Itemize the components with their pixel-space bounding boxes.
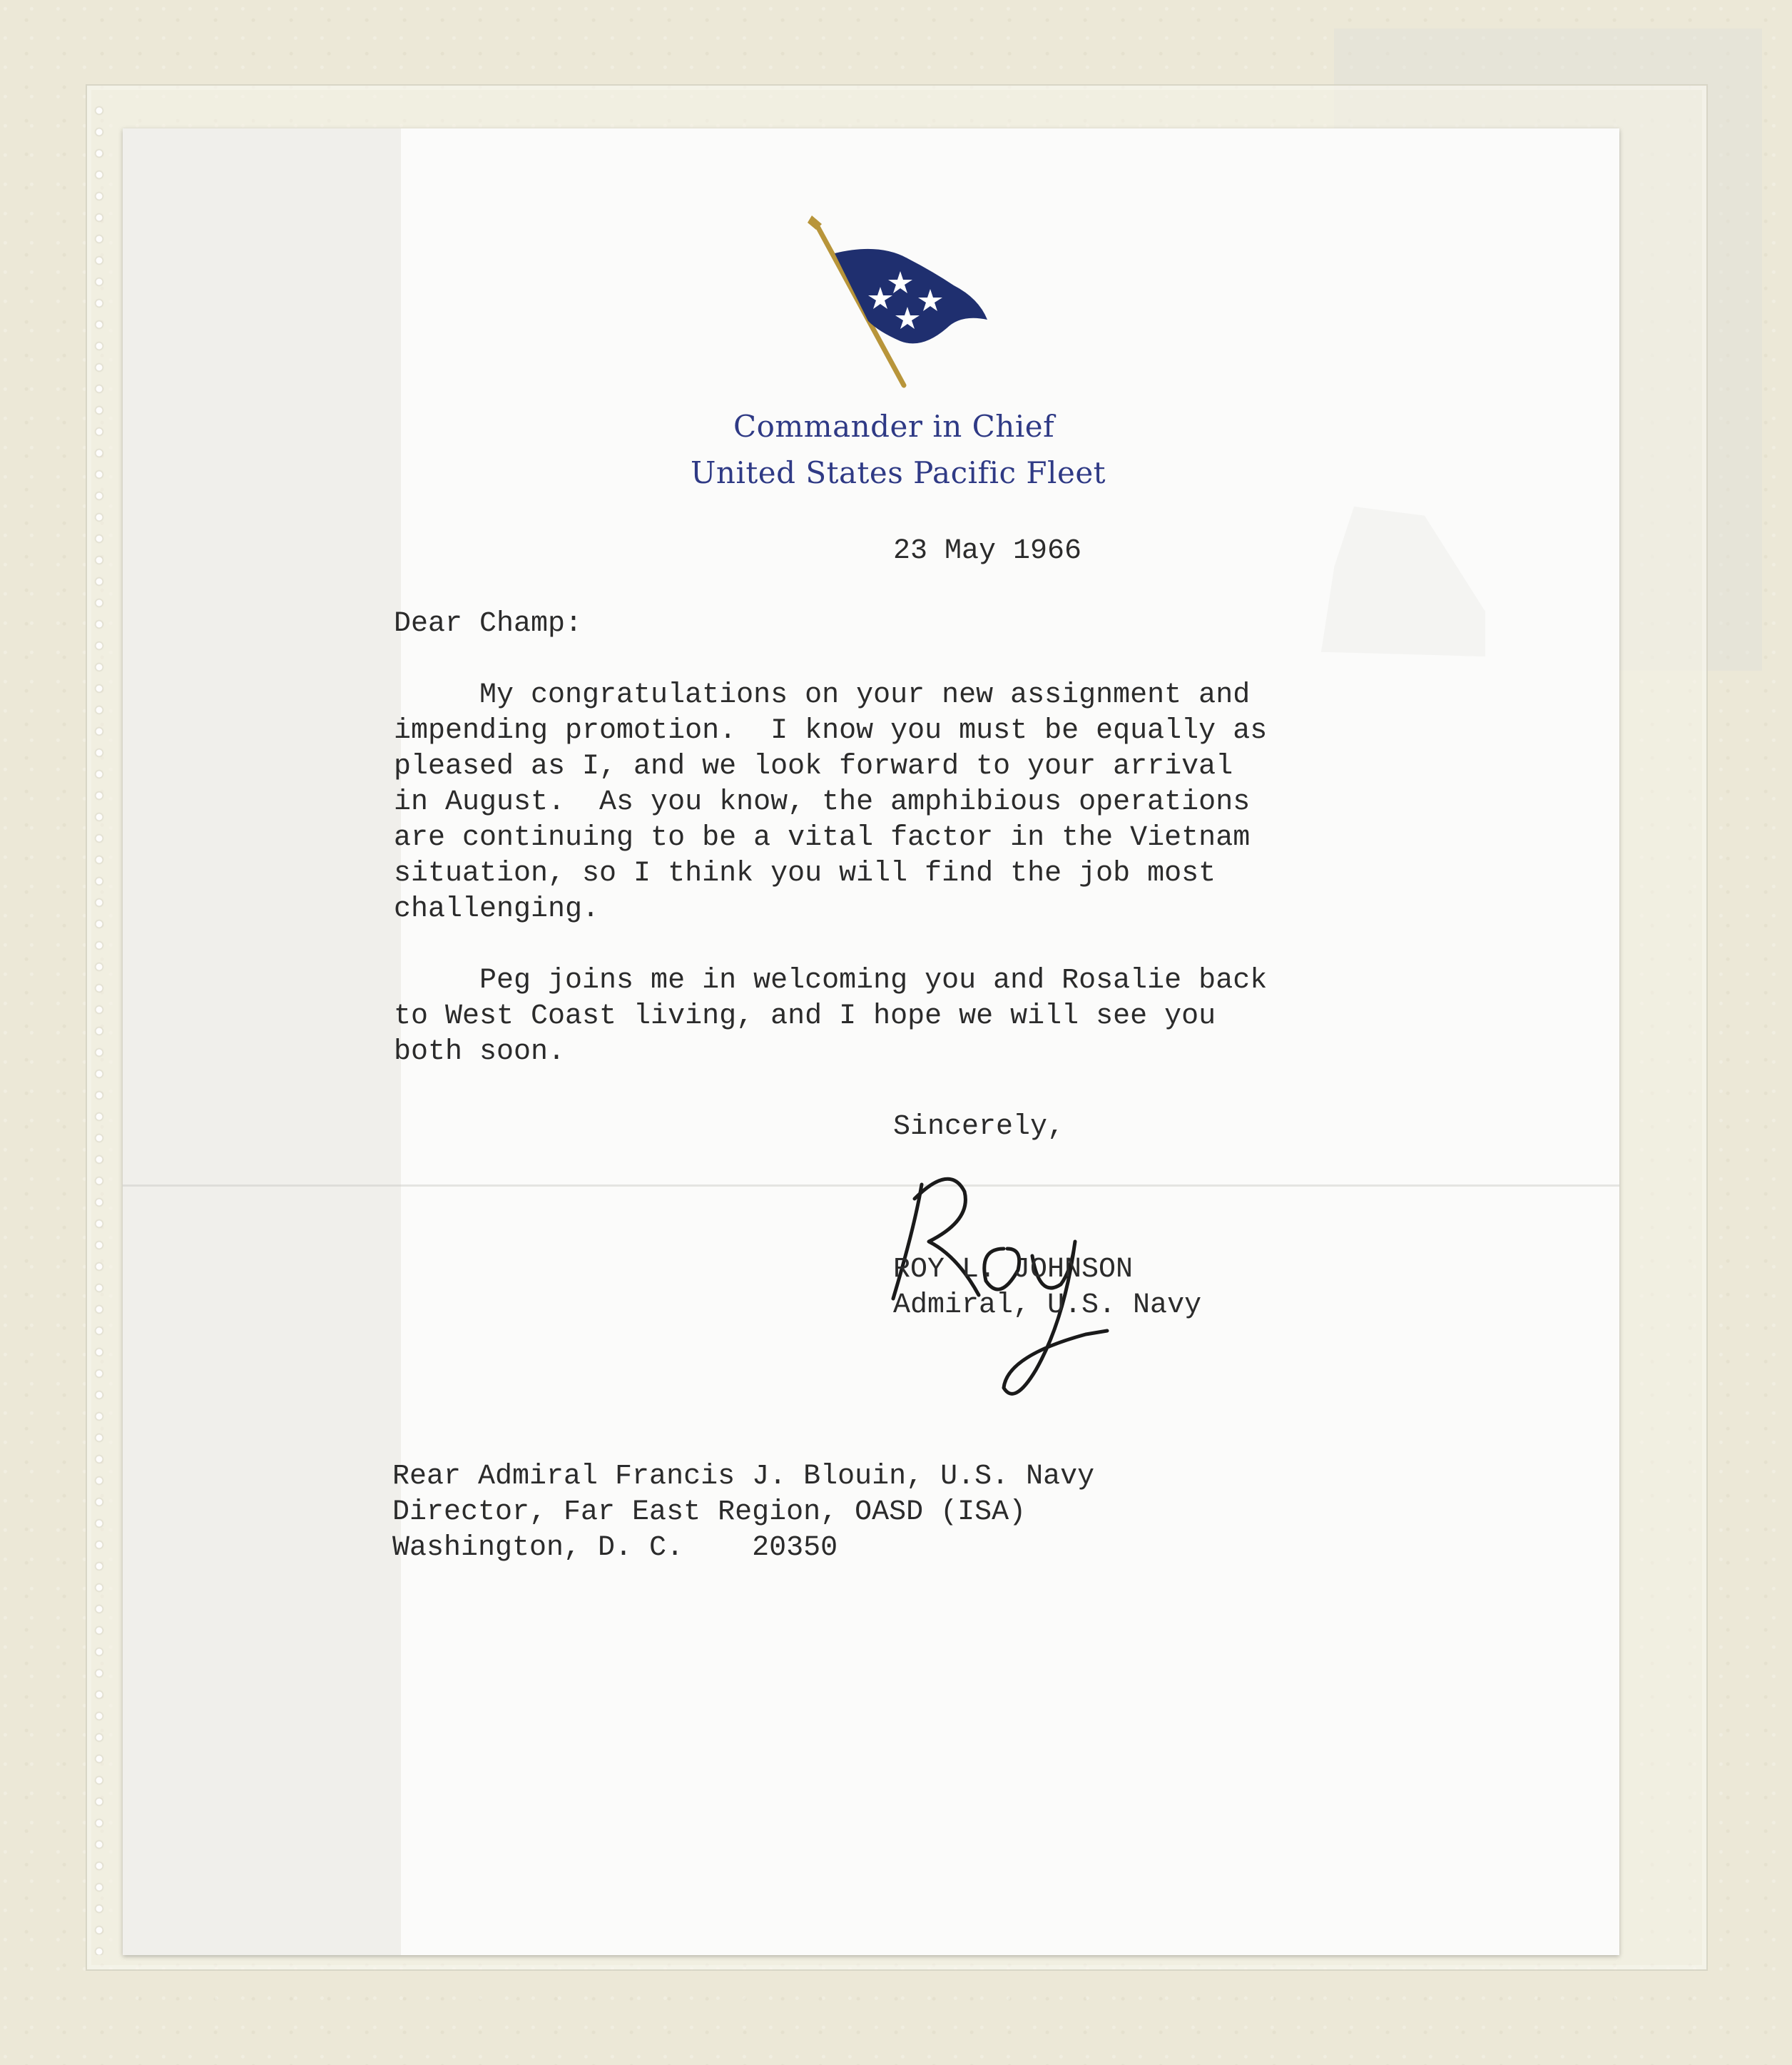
recipient-line: Director, Far East Region, OASD (ISA) (392, 1496, 1027, 1528)
body-line: both soon. (394, 1036, 566, 1068)
body-line: in August. As you know, the amphibious operations (394, 786, 1251, 818)
flag-cloth (835, 249, 987, 344)
salutation: Dear Champ: (394, 608, 583, 640)
letter-date: 23 May 1966 (893, 535, 1082, 567)
body-line: Peg joins me in welcoming you and Rosalie back (394, 965, 1268, 997)
flag-icon (800, 214, 1000, 392)
body-line: My congratulations on your new assignment and (394, 679, 1251, 711)
tape-piece (1321, 507, 1485, 656)
body-line: are continuing to be a vital factor in the Vietnam (394, 822, 1251, 854)
letter-page (123, 128, 1619, 1955)
letterhead-title: Commander in Chief (733, 409, 1055, 444)
body-line: situation, so I think you will find the job most (394, 858, 1216, 890)
sleeve-perforations (91, 100, 107, 1955)
body-line: challenging. (394, 893, 600, 925)
paper-shading (123, 128, 401, 1955)
body-line: pleased as I, and we look forward to your arrival (394, 751, 1233, 783)
fold-line (123, 1184, 1619, 1187)
body-line: impending promotion. I know you must be equally as (394, 715, 1268, 747)
recipient-line: Washington, D. C. 20350 (392, 1532, 838, 1564)
signer-name: ROY L. JOHNSON (893, 1254, 1134, 1286)
closing: Sincerely, (893, 1111, 1065, 1143)
letterhead-subtitle: United States Pacific Fleet (691, 455, 1106, 490)
signer-title: Admiral, U.S. Navy (893, 1289, 1202, 1321)
body-line: to West Coast living, and I hope we will see you (394, 1000, 1216, 1032)
recipient-line: Rear Admiral Francis J. Blouin, U.S. Navy (392, 1461, 1095, 1493)
